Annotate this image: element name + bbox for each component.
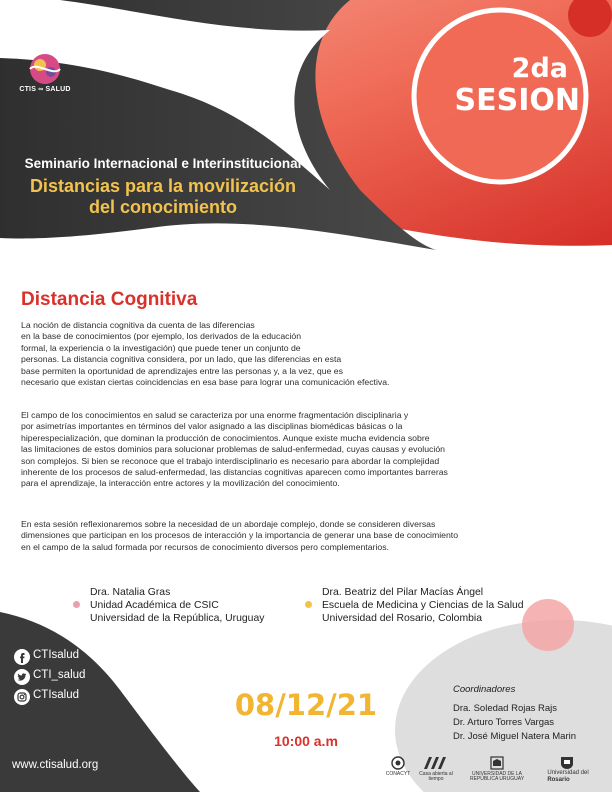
seminar-subtitle: Seminario Internacional e Interinstitucional (24, 156, 302, 171)
paragraph-line: hiperespecialización, que dominan la producción de conocimientos. Aunque existe mucha evidencia sobre (21, 432, 430, 443)
event-time: 10:00 a.m (274, 733, 338, 749)
seminar-heading (0, 156, 326, 218)
coordinator-name: Dra. Soledad Rojas Rajs (453, 703, 558, 714)
social-twitter[interactable] (14, 668, 134, 686)
website-link[interactable]: www.ctisalud.org (12, 759, 99, 771)
coordinator-name: Dr. Arturo Torres Vargas (453, 717, 555, 728)
session-number: 2da (511, 53, 568, 84)
institution-label: Universidad del (547, 770, 589, 776)
udelar-logo (463, 756, 531, 780)
speaker-1 (90, 586, 264, 625)
social-facebook[interactable] (14, 648, 134, 666)
event-date: 08/12/21 (234, 688, 378, 722)
institution-label: Casa abierta al tiempo (419, 771, 453, 782)
twitter-handle: CTI_salud (33, 669, 86, 681)
seminar-title-line2: del conocimiento (88, 197, 238, 217)
section-title: Distancia Cognitiva (21, 289, 198, 310)
paragraph-line: base permiten la oportunidad de aprendizajes entre las personas y, a la vez, que es (21, 365, 343, 376)
paragraph-line: necesario que existan ciertas coincidencias en esa base para lograr una comunicación efectiva. (21, 377, 390, 388)
conacyt-logo (383, 756, 413, 780)
paragraph-line: para el aprendizaje, la interacción entre actores y la movilización del conocimiento. (21, 478, 340, 489)
paragraph-line: las limitaciones de estos dominios para solucionar problemas de salud-enfermedad, cuyas causas y evolución (21, 444, 445, 455)
conacyt-logo-icon (390, 756, 406, 770)
urosario-shield-icon (559, 756, 575, 770)
paragraph-line: El campo de los conocimientos en salud se caracteriza por una enorme fragmentación disciplinaria y (21, 410, 409, 420)
speaker-affiliation: Unidad Académica de CSIC (90, 600, 219, 611)
paragraph-line: en la base de conocimientos (por ejemplo, los derivados de la educación (21, 331, 302, 342)
twitter-icon (14, 669, 30, 685)
institution-label: UNIVERSIDAD DE LA REPÚBLICA URUGUAY (469, 771, 525, 782)
paragraph-line: por asimetrías importantes en términos del valor asignado a las disciplinas biomédicas básicas o la (21, 421, 403, 432)
logo-text: CTIS ∞ SALUD (19, 86, 71, 93)
paragraph-3 (21, 519, 581, 553)
speaker-institution: Universidad del Rosario, Colombia (322, 613, 482, 624)
paragraph-2 (21, 410, 581, 490)
paragraph-line: son complejos. Si bien se reconoce que el trabajo interdisciplinario es necesario para abordar la complejidad (21, 455, 440, 466)
paragraph-line: formal, la experiencia o la investigación) que puede tener un conjunto de (21, 342, 301, 353)
seminar-title-line1: Distancias para la movilización (29, 176, 297, 196)
uam-logo (418, 756, 454, 780)
ctis-salud-logo (16, 52, 74, 98)
institution-label: Rosario (547, 777, 570, 783)
speaker-institution: Universidad de la República, Uruguay (90, 613, 265, 624)
session-badge (430, 55, 580, 116)
speaker-name: Dra. Natalia Gras (90, 587, 171, 598)
institution-label: CONACYT (385, 771, 411, 777)
coordinator-name: Dr. José Miguel Natera Marin (453, 731, 577, 742)
speaker-bullet (73, 601, 80, 608)
pink-circle (522, 599, 574, 651)
instagram-handle: CTIsalud (33, 689, 80, 701)
logo-mark-icon (16, 52, 74, 86)
paragraph-1 (21, 320, 581, 388)
coordinators-title: Coordinadores (453, 684, 516, 695)
paragraph-line: dimensiones que participan en los procesos de interacción y la importancia de generar una base de conocimiento (21, 530, 459, 541)
udelar-logo-icon (490, 756, 504, 770)
uam-logo-icon (423, 756, 449, 770)
speaker-name: Dra. Beatriz del Pilar Macías Ángel (322, 587, 484, 598)
speaker-affiliation: Escuela de Medicina y Ciencias de la Salud (322, 600, 524, 611)
facebook-icon (14, 649, 30, 665)
paragraph-line: personas. La distancia cognitiva considera, por un lado, que las diferencias en esta (21, 354, 342, 365)
facebook-handle: CTIsalud (33, 649, 80, 661)
speaker-2 (322, 586, 524, 625)
paragraph-line: en el campo de la salud formada por recursos de conocimiento diversos pero complementarios. (21, 541, 389, 552)
paragraph-line: En esta sesión reflexionaremos sobre la necesidad de un abordaje complejo, donde se consideren diversas (21, 519, 436, 529)
speaker-bullet (305, 601, 312, 608)
session-label: SESION (454, 83, 580, 118)
urosario-logo (538, 756, 598, 783)
paragraph-line: inherente de los procesos de salud-enfermedad, las distancias cognitivas aparecen como importantes barreras (21, 467, 448, 478)
paragraph-line: La noción de distancia cognitiva da cuenta de las diferencias (21, 320, 255, 330)
